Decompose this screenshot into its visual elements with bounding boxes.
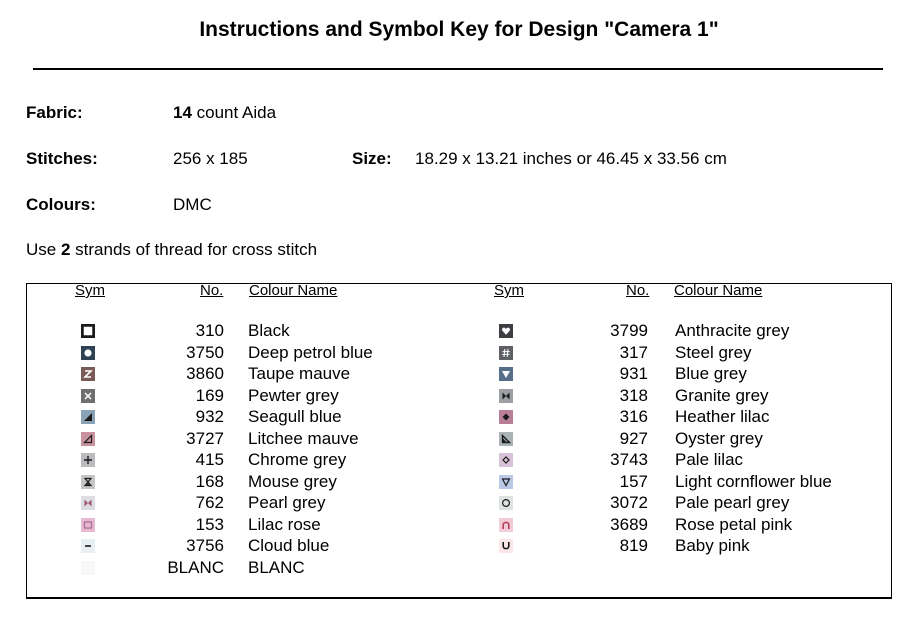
- dmc-number: 932: [195, 407, 224, 426]
- dmc-number: 318: [619, 385, 648, 405]
- circle-outline-icon: [499, 496, 513, 510]
- key-row-right: [0, 386, 918, 407]
- triangle-down-outline-icon: [499, 475, 513, 489]
- dmc-number: 157: [619, 471, 648, 491]
- cup-icon: [499, 539, 513, 553]
- header-name-right: Colour Name: [674, 282, 763, 299]
- colours-value: DMC: [173, 195, 212, 214]
- key-row-right: [0, 493, 918, 514]
- stitches-value: 256 x 185: [173, 149, 248, 168]
- colour-name: Baby pink: [675, 536, 750, 555]
- header-no-right: No.: [626, 282, 650, 299]
- dmc-number: 316: [619, 407, 648, 426]
- dmc-number: BLANC: [167, 557, 224, 577]
- key-row-right: [0, 364, 918, 385]
- colour-name: Litchee mauve: [248, 428, 359, 448]
- size-value: 18.29 x 13.21 inches or 46.45 x 33.56 cm: [415, 149, 727, 168]
- dmc-number: 819: [619, 536, 648, 555]
- header-sym-left: Sym: [75, 282, 105, 299]
- diamond-outline-icon: [499, 453, 513, 467]
- fabric-type: count Aida: [191, 103, 277, 122]
- blank-icon: [81, 561, 95, 575]
- dmc-number: 415: [195, 450, 224, 469]
- dmc-number: 931: [619, 364, 648, 383]
- dmc-number: 168: [195, 471, 224, 491]
- title-rule: [33, 68, 883, 70]
- fabric-label: Fabric:: [26, 103, 83, 122]
- colour-name: Seagull blue: [248, 407, 342, 426]
- colour-name: Cloud blue: [248, 536, 330, 555]
- colour-name: Mouse grey: [248, 471, 337, 491]
- key-row-right: [0, 429, 918, 450]
- colour-name: Anthracite grey: [675, 321, 790, 340]
- triangle-down-icon: [499, 367, 513, 381]
- dmc-number: 317: [619, 342, 648, 362]
- colour-name: Taupe mauve: [248, 364, 351, 383]
- colour-name: Granite grey: [675, 385, 769, 405]
- dmc-number: 927: [619, 428, 648, 448]
- diamond-icon: [499, 410, 513, 424]
- page-title: Instructions and Symbol Key for Design "Camera 1": [199, 18, 719, 41]
- dmc-number: 3072: [610, 493, 648, 512]
- colour-name: Pale lilac: [675, 450, 744, 469]
- dmc-number: 169: [195, 385, 224, 405]
- stitches-label: Stitches:: [26, 149, 98, 168]
- key-row-right: [0, 343, 918, 364]
- dmc-number: 3860: [186, 364, 224, 383]
- size-label: Size:: [352, 149, 392, 168]
- triangle-corner-icon: [499, 432, 513, 446]
- dmc-number: 310: [195, 321, 224, 340]
- dmc-number: 3750: [186, 342, 224, 362]
- key-row-right: [0, 321, 918, 342]
- colour-name: Light cornflower blue: [675, 471, 832, 491]
- colour-name: Chrome grey: [248, 450, 347, 469]
- key-row-right: [0, 472, 918, 493]
- colour-name: Rose petal pink: [675, 514, 793, 534]
- header-name-left: Colour Name: [249, 282, 338, 299]
- fabric-value: [173, 103, 276, 123]
- key-row-right: [0, 515, 918, 536]
- colour-name: Pewter grey: [248, 385, 339, 405]
- bowtie-icon: [499, 389, 513, 403]
- header-sym-right: Sym: [494, 282, 524, 299]
- key-row-right: [0, 450, 918, 471]
- dmc-number: 762: [195, 493, 224, 512]
- strands-prefix: Use: [26, 240, 61, 259]
- dmc-number: 3689: [610, 514, 648, 534]
- dmc-number: 3727: [186, 428, 224, 448]
- colour-name: Pale pearl grey: [675, 493, 790, 512]
- strands-instruction: [26, 240, 317, 260]
- colour-name: Lilac rose: [248, 514, 321, 534]
- colour-name: Pearl grey: [248, 493, 326, 512]
- colour-name: Blue grey: [675, 364, 747, 383]
- dmc-number: 3756: [186, 536, 224, 555]
- colour-name: Oyster grey: [675, 428, 763, 448]
- fabric-count: 14: [173, 103, 192, 122]
- key-row-right: [0, 536, 918, 557]
- colour-name: Deep petrol blue: [248, 342, 373, 362]
- heart-icon: [499, 324, 513, 338]
- dmc-number: 3799: [610, 321, 648, 340]
- arch-icon: [499, 518, 513, 532]
- strands-count: 2: [60, 240, 71, 259]
- colour-name: BLANC: [248, 557, 305, 577]
- dmc-number: 3743: [610, 450, 648, 469]
- dmc-number: 153: [195, 514, 224, 534]
- colour-name: Black: [248, 321, 290, 340]
- key-row-left: [0, 558, 918, 579]
- colours-label: Colours:: [26, 195, 96, 214]
- colour-name: Steel grey: [675, 342, 752, 362]
- header-no-left: No.: [200, 282, 224, 299]
- hash-icon: [499, 346, 513, 360]
- colour-name: Heather lilac: [675, 407, 770, 426]
- key-row-right: [0, 407, 918, 428]
- strands-suffix: strands of thread for cross stitch: [70, 240, 318, 259]
